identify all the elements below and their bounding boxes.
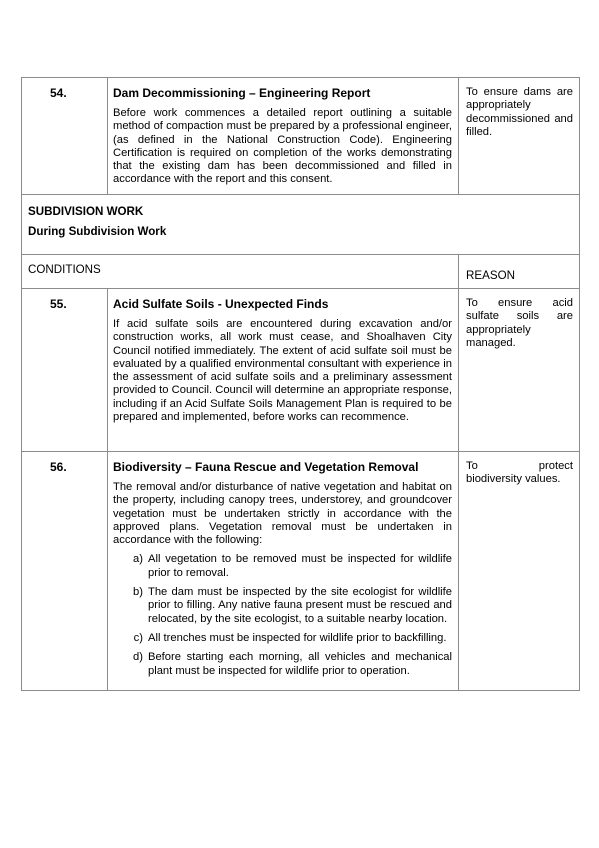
condition-title: Biodiversity – Fauna Rescue and Vegetation Removal [113, 460, 419, 474]
condition-row-54 [22, 78, 580, 195]
section-heading-cell [22, 195, 580, 255]
condition-row-55 [22, 289, 580, 452]
condition-number: 55. [22, 289, 108, 452]
condition-number: 56. [22, 452, 108, 691]
condition-body [108, 78, 459, 195]
condition-row-56 [22, 452, 580, 691]
condition-item-list [113, 553, 452, 677]
section-heading: SUBDIVISION WORK [28, 205, 144, 218]
reason-column-header: REASON [459, 255, 580, 289]
list-item [113, 553, 452, 580]
column-header-row [22, 255, 580, 289]
list-item-text: All vegetation to be removed must be inspected for wildlife prior to removal. [148, 553, 452, 579]
conditions-table [21, 77, 580, 691]
condition-reason: To ensure dams are appropriately decommissioned and filled. [459, 78, 580, 195]
list-item-text: The dam must be inspected by the site ecologist for wildlife prior to filling. Any native fauna present must be rescued and relocated, by the site ecologist, to a suitable nearby location. [148, 586, 452, 625]
conditions-column-header: CONDITIONS [22, 255, 459, 289]
condition-title: Dam Decommissioning – Engineering Report [113, 86, 371, 100]
condition-body [108, 452, 459, 691]
list-item-letter: a) [133, 553, 143, 566]
section-heading-row [22, 195, 580, 255]
condition-reason: To ensure acid sulfate soils are appropriately managed. [459, 289, 580, 452]
section-subheading: During Subdivision Work [28, 225, 167, 238]
condition-text: Before work commences a detailed report outlining a suitable method of compaction must be prepared by a professional engineer, (as defined in the National Construction Code). Engineering Certification is required on completion of the works demonstrating that the existing dam has been decommissioned and filled in accordance with the report and this consent. [113, 107, 452, 186]
list-item [113, 586, 452, 626]
list-item-text: All trenches must be inspected for wildlife prior to backfilling. [148, 631, 447, 644]
condition-text: If acid sulfate soils are encountered during excavation and/or construction works, all work must cease, and Shoalhaven City Council notified immediately. The extent of acid sulfate soil must be evaluated by a qualified environmental consultant with experience in the assessment of acid sulfate soils and a preliminary assessment provided to Council. Council will determine an appropriate response, including if an Acid Sulfate Soils Management Plan is required to be prepared and implemented, before works can recommence. [113, 318, 452, 424]
list-item-letter: b) [133, 586, 143, 599]
list-item-letter: c) [133, 631, 143, 644]
condition-text: The removal and/or disturbance of native vegetation and habitat on the property, including canopy trees, understorey, and groundcover vegetation must be undertaken strictly in accordance with the approved plans. Vegetation removal must be undertaken in accordance with the following: [113, 481, 452, 547]
condition-reason: To protect biodiversity values. [459, 452, 580, 691]
list-item-text: Before starting each morning, all vehicles and mechanical plant must be inspected for wildlife prior to operation. [148, 651, 452, 677]
condition-body [108, 289, 459, 452]
condition-number: 54. [22, 78, 108, 195]
list-item-letter: d) [133, 651, 143, 664]
list-item [113, 632, 452, 645]
condition-title: Acid Sulfate Soils - Unexpected Finds [113, 297, 329, 311]
list-item [113, 651, 452, 678]
